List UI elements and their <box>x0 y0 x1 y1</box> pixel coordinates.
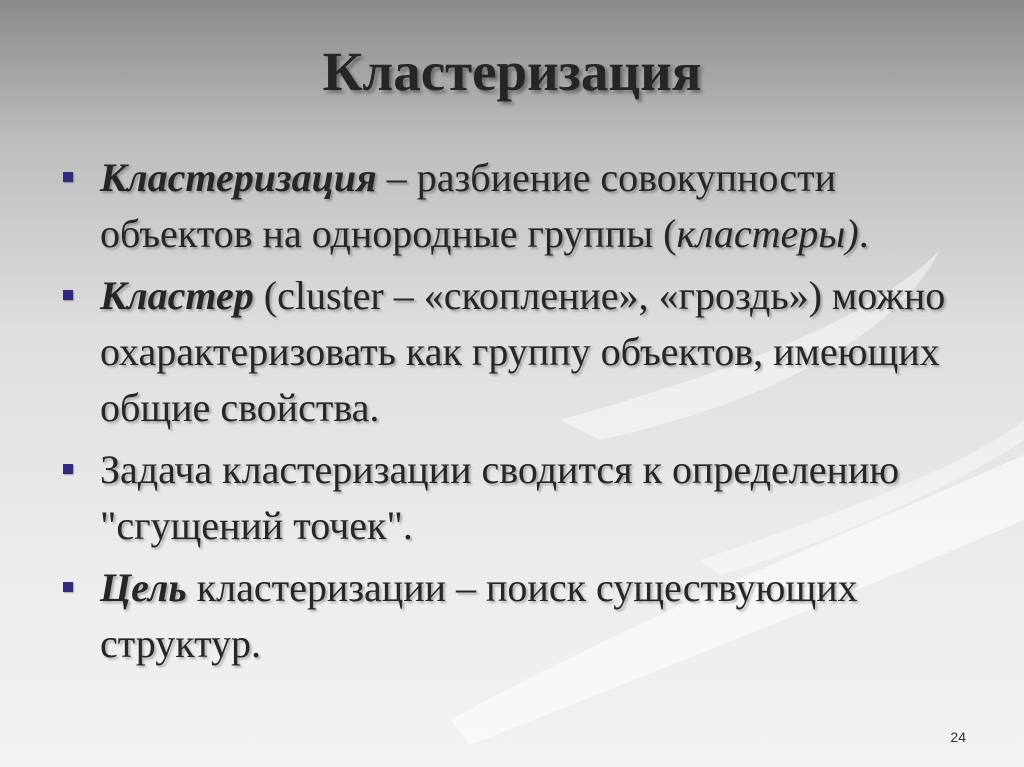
square-bullet-icon <box>63 464 73 474</box>
definition-tail: . <box>858 211 869 256</box>
slide-title: Кластеризация <box>322 41 702 102</box>
bullet-list <box>60 150 990 678</box>
square-bullet-icon <box>63 290 73 300</box>
square-bullet-icon <box>63 582 73 592</box>
page-number: 24 <box>950 729 966 745</box>
goal-text: кластеризации – поиск существующих структур. <box>100 565 858 666</box>
square-bullet-icon <box>63 172 73 182</box>
definition-text: – разбиение совокупности объектов на однородные группы ( <box>100 155 837 256</box>
term-cluster: Кластер <box>100 273 254 318</box>
task-text: Задача кластеризации сводится к определению "сгущений точек". <box>100 447 900 548</box>
cluster-text: (cluster – «скопление», «гроздь») можно охарактеризовать как группу объектов, имеющих общие свойства. <box>100 273 946 430</box>
bullet-clustering-task <box>60 442 990 554</box>
definition-italic: кластеры) <box>676 211 859 256</box>
bullet-clustering-definition <box>60 150 990 262</box>
term-goal: Цель <box>100 565 187 610</box>
bullet-cluster-definition <box>60 268 990 436</box>
bullet-clustering-goal <box>60 560 990 672</box>
term-clustering: Кластеризация <box>100 155 377 200</box>
